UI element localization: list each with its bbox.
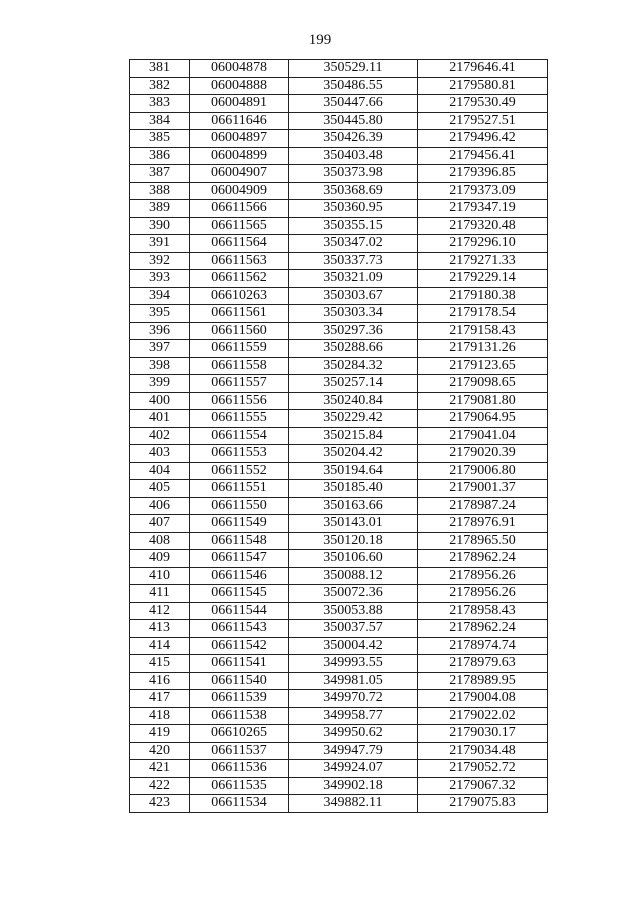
y-coordinate-cell: 2179158.43 (418, 322, 548, 340)
table-row (130, 357, 548, 375)
x-coordinate-cell: 350229.42 (289, 410, 418, 428)
table-row (130, 112, 548, 130)
point-number-cell: 423 (130, 795, 190, 813)
table-row (130, 130, 548, 148)
y-coordinate-cell: 2179580.81 (418, 77, 548, 95)
point-id-cell: 06611553 (190, 445, 289, 463)
y-coordinate-cell: 2179004.08 (418, 690, 548, 708)
x-coordinate-cell: 349947.79 (289, 742, 418, 760)
point-number-cell: 422 (130, 777, 190, 795)
point-id-cell: 06611555 (190, 410, 289, 428)
point-number-cell: 387 (130, 165, 190, 183)
point-id-cell: 06611547 (190, 550, 289, 568)
x-coordinate-cell: 349981.05 (289, 672, 418, 690)
y-coordinate-cell: 2178979.63 (418, 655, 548, 673)
point-id-cell: 06610263 (190, 287, 289, 305)
point-number-cell: 404 (130, 462, 190, 480)
point-id-cell: 06004897 (190, 130, 289, 148)
x-coordinate-cell: 350215.84 (289, 427, 418, 445)
point-id-cell: 06004907 (190, 165, 289, 183)
point-number-cell: 398 (130, 357, 190, 375)
table-row (130, 532, 548, 550)
point-id-cell: 06611564 (190, 235, 289, 253)
point-id-cell: 06611543 (190, 620, 289, 638)
x-coordinate-cell: 350303.34 (289, 305, 418, 323)
table-row (130, 427, 548, 445)
point-id-cell: 06611556 (190, 392, 289, 410)
table-row (130, 375, 548, 393)
point-id-cell: 06611558 (190, 357, 289, 375)
point-id-cell: 06610265 (190, 725, 289, 743)
table-row (130, 550, 548, 568)
table-row (130, 60, 548, 78)
x-coordinate-cell: 350106.60 (289, 550, 418, 568)
point-id-cell: 06004899 (190, 147, 289, 165)
y-coordinate-cell: 2179041.04 (418, 427, 548, 445)
table-row (130, 200, 548, 218)
y-coordinate-cell: 2178956.26 (418, 567, 548, 585)
point-id-cell: 06611538 (190, 707, 289, 725)
x-coordinate-cell: 350303.67 (289, 287, 418, 305)
table-row (130, 795, 548, 813)
x-coordinate-cell: 349958.77 (289, 707, 418, 725)
y-coordinate-cell: 2179347.19 (418, 200, 548, 218)
table-row (130, 95, 548, 113)
page-number: 199 (308, 32, 332, 48)
table-row (130, 410, 548, 428)
y-coordinate-cell: 2178974.74 (418, 637, 548, 655)
point-number-cell: 401 (130, 410, 190, 428)
y-coordinate-cell: 2178962.24 (418, 550, 548, 568)
table-row (130, 462, 548, 480)
table-row (130, 690, 548, 708)
x-coordinate-cell: 349970.72 (289, 690, 418, 708)
point-number-cell: 396 (130, 322, 190, 340)
x-coordinate-cell: 350284.32 (289, 357, 418, 375)
y-coordinate-cell: 2179296.10 (418, 235, 548, 253)
point-id-cell: 06611537 (190, 742, 289, 760)
x-coordinate-cell: 349882.11 (289, 795, 418, 813)
table-row (130, 637, 548, 655)
point-number-cell: 381 (130, 60, 190, 78)
y-coordinate-cell: 2179496.42 (418, 130, 548, 148)
point-number-cell: 405 (130, 480, 190, 498)
table-row (130, 445, 548, 463)
y-coordinate-cell: 2179456.41 (418, 147, 548, 165)
table-row (130, 777, 548, 795)
point-id-cell: 06004909 (190, 182, 289, 200)
y-coordinate-cell: 2179001.37 (418, 480, 548, 498)
point-id-cell: 06611552 (190, 462, 289, 480)
x-coordinate-cell: 350321.09 (289, 270, 418, 288)
point-number-cell: 403 (130, 445, 190, 463)
point-number-cell: 385 (130, 130, 190, 148)
point-id-cell: 06611563 (190, 252, 289, 270)
point-number-cell: 388 (130, 182, 190, 200)
table-row (130, 217, 548, 235)
y-coordinate-cell: 2179530.49 (418, 95, 548, 113)
point-number-cell: 414 (130, 637, 190, 655)
y-coordinate-cell: 2178958.43 (418, 602, 548, 620)
y-coordinate-cell: 2179178.54 (418, 305, 548, 323)
y-coordinate-cell: 2179396.85 (418, 165, 548, 183)
point-id-cell: 06611566 (190, 200, 289, 218)
point-id-cell: 06611549 (190, 515, 289, 533)
point-id-cell: 06004888 (190, 77, 289, 95)
point-id-cell: 06611548 (190, 532, 289, 550)
point-id-cell: 06611542 (190, 637, 289, 655)
point-id-cell: 06611646 (190, 112, 289, 130)
x-coordinate-cell: 350163.66 (289, 497, 418, 515)
point-id-cell: 06611565 (190, 217, 289, 235)
point-number-cell: 407 (130, 515, 190, 533)
point-number-cell: 397 (130, 340, 190, 358)
y-coordinate-cell: 2178989.95 (418, 672, 548, 690)
x-coordinate-cell: 350447.66 (289, 95, 418, 113)
y-coordinate-cell: 2179271.33 (418, 252, 548, 270)
y-coordinate-cell: 2179646.41 (418, 60, 548, 78)
x-coordinate-cell: 350373.98 (289, 165, 418, 183)
x-coordinate-cell: 350194.64 (289, 462, 418, 480)
table-row (130, 182, 548, 200)
point-id-cell: 06611551 (190, 480, 289, 498)
y-coordinate-cell: 2178956.26 (418, 585, 548, 603)
coordinates-table-body (130, 60, 548, 813)
table-row (130, 602, 548, 620)
point-number-cell: 409 (130, 550, 190, 568)
point-number-cell: 400 (130, 392, 190, 410)
point-number-cell: 394 (130, 287, 190, 305)
y-coordinate-cell: 2179006.80 (418, 462, 548, 480)
table-row (130, 515, 548, 533)
x-coordinate-cell: 350240.84 (289, 392, 418, 410)
point-id-cell: 06611535 (190, 777, 289, 795)
point-id-cell: 06611560 (190, 322, 289, 340)
point-number-cell: 420 (130, 742, 190, 760)
table-row (130, 707, 548, 725)
y-coordinate-cell: 2179052.72 (418, 760, 548, 778)
table-row (130, 270, 548, 288)
x-coordinate-cell: 350403.48 (289, 147, 418, 165)
point-id-cell: 06611557 (190, 375, 289, 393)
point-id-cell: 06611550 (190, 497, 289, 515)
point-number-cell: 389 (130, 200, 190, 218)
table-row (130, 147, 548, 165)
point-number-cell: 416 (130, 672, 190, 690)
point-id-cell: 06004891 (190, 95, 289, 113)
point-number-cell: 408 (130, 532, 190, 550)
x-coordinate-cell: 349993.55 (289, 655, 418, 673)
table-row (130, 672, 548, 690)
y-coordinate-cell: 2178962.24 (418, 620, 548, 638)
x-coordinate-cell: 350529.11 (289, 60, 418, 78)
y-coordinate-cell: 2179373.09 (418, 182, 548, 200)
y-coordinate-cell: 2179022.02 (418, 707, 548, 725)
x-coordinate-cell: 350072.36 (289, 585, 418, 603)
point-id-cell: 06611541 (190, 655, 289, 673)
point-number-cell: 419 (130, 725, 190, 743)
x-coordinate-cell: 349902.18 (289, 777, 418, 795)
point-number-cell: 413 (130, 620, 190, 638)
point-number-cell: 390 (130, 217, 190, 235)
y-coordinate-cell: 2179180.38 (418, 287, 548, 305)
point-id-cell: 06611544 (190, 602, 289, 620)
point-id-cell: 06611545 (190, 585, 289, 603)
point-id-cell: 06004878 (190, 60, 289, 78)
table-row (130, 392, 548, 410)
y-coordinate-cell: 2178987.24 (418, 497, 548, 515)
x-coordinate-cell: 350037.57 (289, 620, 418, 638)
table-row (130, 322, 548, 340)
point-number-cell: 399 (130, 375, 190, 393)
point-id-cell: 06611554 (190, 427, 289, 445)
x-coordinate-cell: 350185.40 (289, 480, 418, 498)
table-row (130, 725, 548, 743)
y-coordinate-cell: 2179034.48 (418, 742, 548, 760)
table-row (130, 287, 548, 305)
x-coordinate-cell: 350486.55 (289, 77, 418, 95)
x-coordinate-cell: 350120.18 (289, 532, 418, 550)
table-row (130, 760, 548, 778)
point-number-cell: 412 (130, 602, 190, 620)
point-number-cell: 411 (130, 585, 190, 603)
x-coordinate-cell: 350297.36 (289, 322, 418, 340)
y-coordinate-cell: 2179229.14 (418, 270, 548, 288)
y-coordinate-cell: 2178965.50 (418, 532, 548, 550)
point-id-cell: 06611546 (190, 567, 289, 585)
table-row (130, 77, 548, 95)
table-row (130, 340, 548, 358)
table-row (130, 620, 548, 638)
x-coordinate-cell: 350355.15 (289, 217, 418, 235)
point-number-cell: 415 (130, 655, 190, 673)
x-coordinate-cell: 349924.07 (289, 760, 418, 778)
point-number-cell: 393 (130, 270, 190, 288)
x-coordinate-cell: 350204.42 (289, 445, 418, 463)
point-number-cell: 406 (130, 497, 190, 515)
point-id-cell: 06611562 (190, 270, 289, 288)
point-number-cell: 382 (130, 77, 190, 95)
table-row (130, 480, 548, 498)
y-coordinate-cell: 2178976.91 (418, 515, 548, 533)
point-number-cell: 402 (130, 427, 190, 445)
y-coordinate-cell: 2179123.65 (418, 357, 548, 375)
x-coordinate-cell: 350288.66 (289, 340, 418, 358)
point-id-cell: 06611539 (190, 690, 289, 708)
point-number-cell: 386 (130, 147, 190, 165)
coordinates-table (129, 59, 548, 813)
y-coordinate-cell: 2179030.17 (418, 725, 548, 743)
y-coordinate-cell: 2179075.83 (418, 795, 548, 813)
point-id-cell: 06611534 (190, 795, 289, 813)
x-coordinate-cell: 350445.80 (289, 112, 418, 130)
table-row (130, 252, 548, 270)
table-row (130, 305, 548, 323)
x-coordinate-cell: 350053.88 (289, 602, 418, 620)
point-number-cell: 392 (130, 252, 190, 270)
x-coordinate-cell: 350088.12 (289, 567, 418, 585)
y-coordinate-cell: 2179081.80 (418, 392, 548, 410)
point-number-cell: 395 (130, 305, 190, 323)
y-coordinate-cell: 2179067.32 (418, 777, 548, 795)
x-coordinate-cell: 350368.69 (289, 182, 418, 200)
y-coordinate-cell: 2179020.39 (418, 445, 548, 463)
table-row (130, 585, 548, 603)
x-coordinate-cell: 349950.62 (289, 725, 418, 743)
x-coordinate-cell: 350347.02 (289, 235, 418, 253)
y-coordinate-cell: 2179064.95 (418, 410, 548, 428)
point-id-cell: 06611540 (190, 672, 289, 690)
point-number-cell: 418 (130, 707, 190, 725)
table-row (130, 567, 548, 585)
y-coordinate-cell: 2179527.51 (418, 112, 548, 130)
y-coordinate-cell: 2179098.65 (418, 375, 548, 393)
table-row (130, 497, 548, 515)
table-row (130, 742, 548, 760)
point-number-cell: 410 (130, 567, 190, 585)
table-row (130, 655, 548, 673)
table-row (130, 165, 548, 183)
point-number-cell: 384 (130, 112, 190, 130)
x-coordinate-cell: 350004.42 (289, 637, 418, 655)
point-id-cell: 06611559 (190, 340, 289, 358)
y-coordinate-cell: 2179320.48 (418, 217, 548, 235)
point-number-cell: 383 (130, 95, 190, 113)
table-row (130, 235, 548, 253)
y-coordinate-cell: 2179131.26 (418, 340, 548, 358)
x-coordinate-cell: 350360.95 (289, 200, 418, 218)
point-id-cell: 06611561 (190, 305, 289, 323)
point-number-cell: 391 (130, 235, 190, 253)
x-coordinate-cell: 350337.73 (289, 252, 418, 270)
x-coordinate-cell: 350426.39 (289, 130, 418, 148)
x-coordinate-cell: 350143.01 (289, 515, 418, 533)
point-id-cell: 06611536 (190, 760, 289, 778)
x-coordinate-cell: 350257.14 (289, 375, 418, 393)
point-number-cell: 417 (130, 690, 190, 708)
point-number-cell: 421 (130, 760, 190, 778)
